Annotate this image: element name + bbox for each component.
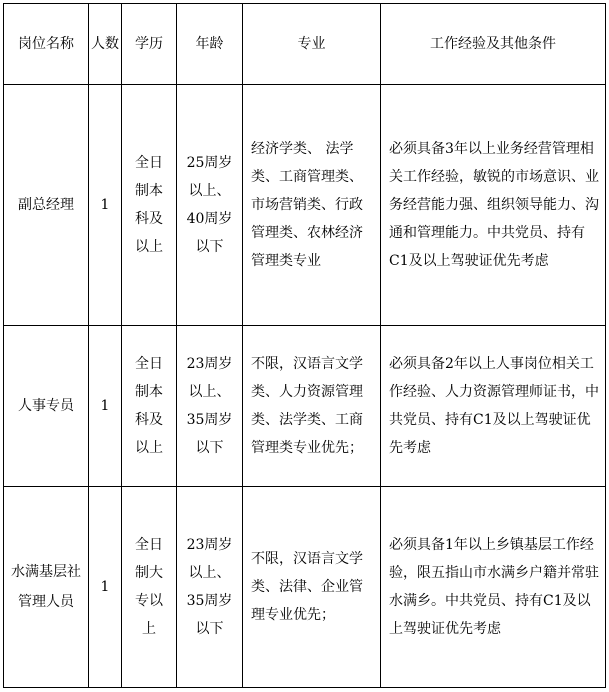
major-cell: 不限，汉语言文学类、法律、企业管理专业优先； xyxy=(243,487,381,688)
requirements-cell: 必须具备2年以上人事岗位相关工作经验、人力资源管理师证书，中共党员、持有C1及以上驾驶证优先考虑 xyxy=(381,326,606,487)
age-text: 25周岁以上、40周岁以下 xyxy=(186,155,233,255)
header-education: 学历 xyxy=(122,4,177,85)
education-cell xyxy=(122,85,177,326)
education-text: 全日制大专以上 xyxy=(135,537,163,637)
education-text: 全日制本科及以上 xyxy=(135,356,163,456)
header-count-text: 人数 xyxy=(91,36,119,52)
count-cell: 1 xyxy=(89,326,122,487)
age-cell xyxy=(177,487,243,688)
education-cell xyxy=(122,326,177,487)
table-row xyxy=(4,326,606,487)
major-cell: 不限，汉语言文学类、人力资源管理类、法学类、工商管理类专业优先； xyxy=(243,326,381,487)
table-header-row xyxy=(4,4,606,85)
count-cell: 1 xyxy=(89,487,122,688)
age-cell xyxy=(177,326,243,487)
position-cell xyxy=(4,487,89,688)
job-recruitment-table xyxy=(3,3,606,688)
requirements-cell: 必须具备3年以上业务经营管理相关工作经验，敏锐的市场意识、业务经营能力强、组织领导能力、沟通和管理能力。中共党员、持有C1及以上驾驶证优先考虑 xyxy=(381,85,606,326)
header-major: 专业 xyxy=(243,4,381,85)
age-text: 23周岁以上、35周岁以下 xyxy=(186,356,233,456)
major-cell: 经济学类、 法学类、工商管理类、市场营销类、行政管理类、农林经济管理类专业 xyxy=(243,85,381,326)
requirements-cell: 必须具备1年以上乡镇基层工作经验，限五指山市水满乡户籍并常驻水满乡。中共党员、持有C1及以上驾驶证优先考虑 xyxy=(381,487,606,688)
age-text: 23周岁以上、35周岁以下 xyxy=(186,537,233,637)
age-cell xyxy=(177,85,243,326)
header-count xyxy=(89,4,122,85)
position-text: 水满基层社管理人员 xyxy=(11,564,81,610)
position-cell: 副总经理 xyxy=(4,85,89,326)
position-cell: 人事专员 xyxy=(4,326,89,487)
table-row xyxy=(4,85,606,326)
header-requirements: 工作经验及其他条件 xyxy=(381,4,606,85)
table-row xyxy=(4,487,606,688)
education-text: 全日制本科及以上 xyxy=(135,155,163,255)
header-age: 年龄 xyxy=(177,4,243,85)
count-cell: 1 xyxy=(89,85,122,326)
header-position: 岗位名称 xyxy=(4,4,89,85)
education-cell xyxy=(122,487,177,688)
